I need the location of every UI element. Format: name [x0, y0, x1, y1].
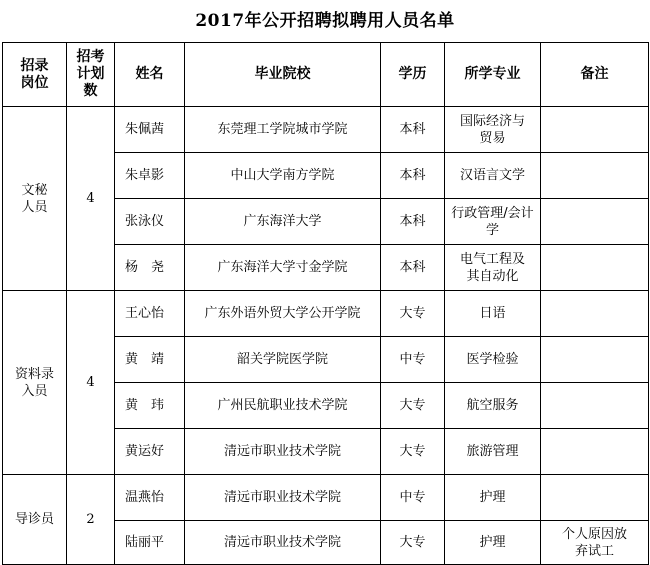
cell-name: 杨 尧: [115, 245, 185, 291]
cell-education: 本科: [381, 245, 445, 291]
cell-major: 护理: [445, 475, 541, 521]
group-quota: 4: [67, 291, 115, 475]
cell-name: 朱卓影: [115, 153, 185, 199]
header-major: 所学专业: [445, 43, 541, 107]
cell-name: 张泳仪: [115, 199, 185, 245]
cell-name: 王心怡: [115, 291, 185, 337]
cell-name: 黄运好: [115, 429, 185, 475]
page-title: 2017年公开招聘拟聘用人员名单: [195, 11, 455, 31]
cell-remark: [541, 383, 649, 429]
cell-major: 医学检验: [445, 337, 541, 383]
cell-major: 电气工程及其自动化: [445, 245, 541, 291]
cell-major: 旅游管理: [445, 429, 541, 475]
cell-name: 黄 玮: [115, 383, 185, 429]
table-row: [3, 291, 649, 337]
header-name: 姓名: [115, 43, 185, 107]
group-quota: 4: [67, 107, 115, 291]
cell-school: 中山大学南方学院: [185, 153, 381, 199]
header-remark: 备注: [541, 43, 649, 107]
cell-education: 中专: [381, 337, 445, 383]
cell-school: 韶关学院医学院: [185, 337, 381, 383]
cell-education: 本科: [381, 107, 445, 153]
cell-name: 朱佩茜: [115, 107, 185, 153]
cell-name: 黄 靖: [115, 337, 185, 383]
table-row: [3, 107, 649, 153]
cell-remark: [541, 429, 649, 475]
cell-education: 大专: [381, 291, 445, 337]
cell-remark: [541, 199, 649, 245]
group-position: 文秘人员: [3, 107, 67, 291]
cell-remark: [541, 245, 649, 291]
cell-major: 汉语言文学: [445, 153, 541, 199]
cell-remark: 个人原因放弃试工: [541, 521, 649, 565]
roster-table: [2, 42, 649, 565]
header-row: [3, 43, 649, 107]
group-quota: 2: [67, 475, 115, 565]
cell-education: 本科: [381, 199, 445, 245]
header-school: 毕业院校: [185, 43, 381, 107]
cell-remark: [541, 337, 649, 383]
cell-education: 本科: [381, 153, 445, 199]
cell-major: 行政管理/会计学: [445, 199, 541, 245]
cell-school: 清远市职业技术学院: [185, 475, 381, 521]
group-position: 资料录入员: [3, 291, 67, 475]
cell-major: 国际经济与贸易: [445, 107, 541, 153]
cell-remark: [541, 153, 649, 199]
header-quota: 招考计划数: [67, 43, 115, 107]
cell-major: 护理: [445, 521, 541, 565]
table-row: [3, 475, 649, 521]
cell-school: 东莞理工学院城市学院: [185, 107, 381, 153]
cell-school: 广东外语外贸大学公开学院: [185, 291, 381, 337]
cell-education: 大专: [381, 429, 445, 475]
cell-education: 大专: [381, 383, 445, 429]
cell-remark: [541, 475, 649, 521]
cell-major: 日语: [445, 291, 541, 337]
header-position: 招录岗位: [3, 43, 67, 107]
cell-school: 清远市职业技术学院: [185, 521, 381, 565]
cell-school: 清远市职业技术学院: [185, 429, 381, 475]
cell-remark: [541, 291, 649, 337]
cell-education: 大专: [381, 521, 445, 565]
cell-major: 航空服务: [445, 383, 541, 429]
header-education: 学历: [381, 43, 445, 107]
cell-name: 陆丽平: [115, 521, 185, 565]
group-position: 导诊员: [3, 475, 67, 565]
cell-remark: [541, 107, 649, 153]
cell-name: 温燕怡: [115, 475, 185, 521]
cell-education: 中专: [381, 475, 445, 521]
cell-school: 广东海洋大学寸金学院: [185, 245, 381, 291]
cell-school: 广东海洋大学: [185, 199, 381, 245]
cell-school: 广州民航职业技术学院: [185, 383, 381, 429]
